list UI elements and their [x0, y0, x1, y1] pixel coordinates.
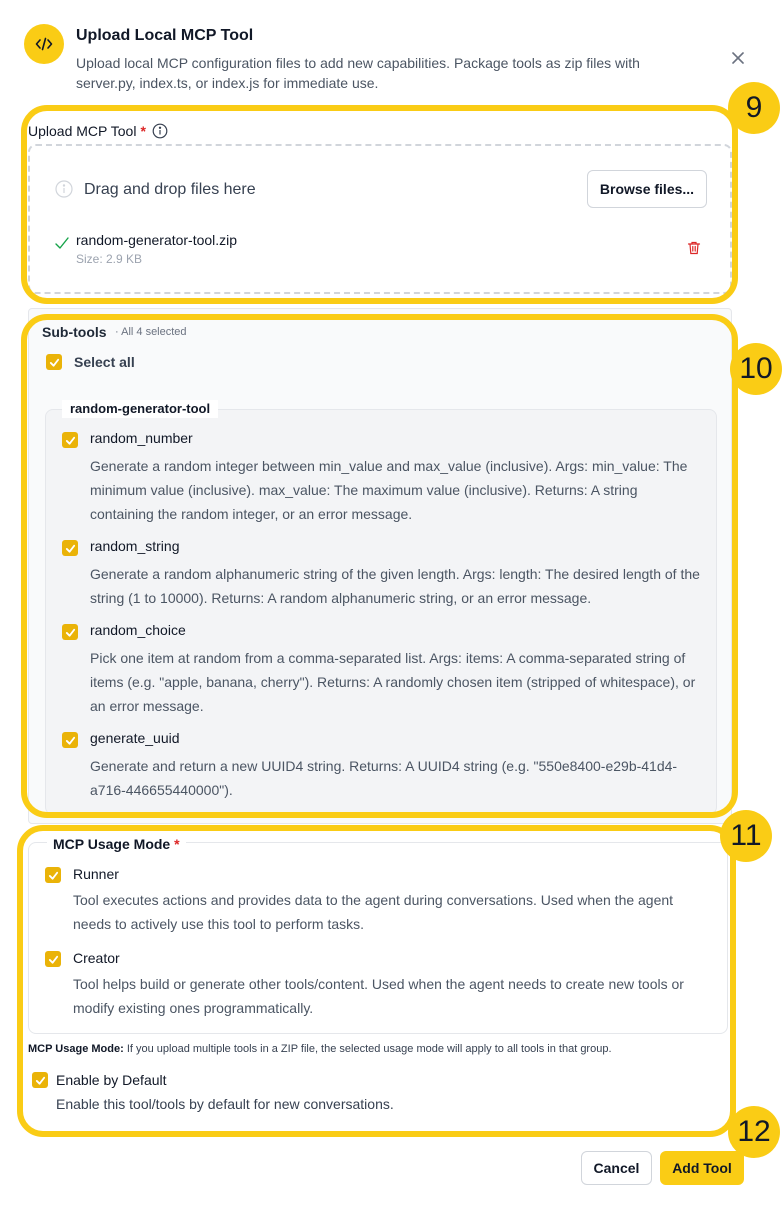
tool-description: Generate and return a new UUID4 string. Returns: A UUID4 string (e.g. "550e8400-e29b-41d4-a716-446655440000").: [90, 758, 678, 798]
mode-name[interactable]: Runner: [73, 866, 119, 882]
file-dropzone[interactable]: [28, 144, 732, 294]
tool-name[interactable]: random_number: [90, 430, 193, 446]
info-icon[interactable]: [152, 123, 168, 139]
tool-name[interactable]: generate_uuid: [90, 730, 180, 746]
subtools-panel: [28, 308, 732, 824]
tool-name[interactable]: random_string: [90, 538, 180, 554]
dialog-title: Upload Local MCP Tool: [76, 27, 254, 44]
mode-name[interactable]: Creator: [73, 950, 120, 966]
runner-checkbox[interactable]: [45, 867, 61, 883]
upload-label: [28, 123, 168, 139]
check-icon: [54, 235, 70, 251]
subtools-title: Sub-tools: [42, 324, 107, 340]
usage-note-label: MCP Usage Mode:: [28, 1043, 124, 1055]
add-tool-button[interactable]: Add Tool: [660, 1151, 744, 1185]
tool-checkbox[interactable]: [62, 432, 78, 448]
tool-description: Generate a random integer between min_value and max_value (inclusive). Args: min_value: The minimum value (inclusive). max_value: The maximum value (inclusive). Returns: A string containing the random integer, or an error message.: [90, 458, 688, 522]
usage-mode-note: [28, 1043, 612, 1055]
callout-badge: 10: [730, 343, 782, 395]
enable-default-label[interactable]: Enable by Default: [56, 1072, 167, 1088]
upload-label-text: Upload MCP Tool: [28, 123, 137, 139]
info-icon: [55, 180, 73, 198]
tool-group: [45, 401, 717, 815]
file-size: Size: 2.9 KB: [76, 252, 143, 266]
required-mark: *: [174, 836, 180, 852]
trash-icon[interactable]: [686, 240, 702, 256]
cancel-button[interactable]: Cancel: [581, 1151, 652, 1185]
tool-checkbox[interactable]: [62, 624, 78, 640]
usage-mode-title: [47, 836, 186, 852]
callout-badge: 12: [728, 1106, 780, 1158]
mode-description: Tool helps build or generate other tools/content. Used when the agent needs to create new tools or modify existing ones programmatically.: [73, 976, 684, 1016]
select-all-label[interactable]: Select all: [74, 354, 135, 370]
close-icon[interactable]: [726, 48, 750, 68]
mode-description: Tool executes actions and provides data to the agent during conversations. Used when the agent needs to actively use this tool to perform tasks.: [73, 892, 674, 932]
tool-description: Generate a random alphanumeric string of the given length. Args: length: The desired length of the string (1 to 10000). Returns: A random alphanumeric string, or an error message.: [90, 566, 700, 606]
dropzone-text: Drag and drop files here: [84, 181, 256, 198]
browse-files-button[interactable]: Browse files...: [587, 170, 707, 208]
tool-name[interactable]: random_choice: [90, 622, 186, 638]
usage-mode-panel: [28, 836, 728, 1034]
subtools-count: · All 4 selected: [115, 326, 187, 338]
tool-checkbox[interactable]: [62, 732, 78, 748]
usage-mode-title-text: MCP Usage Mode: [53, 836, 171, 852]
tool-group-name: random-generator-tool: [62, 400, 218, 418]
dialog-description: Upload local MCP configuration files to add new capabilities. Package tools as zip files with server.py, index.ts, or index.js for immediate use.: [76, 55, 640, 91]
callout-badge: 9: [728, 82, 780, 134]
enable-default-description: Enable this tool/tools by default for new conversations.: [56, 1096, 394, 1112]
select-all-checkbox[interactable]: [46, 354, 62, 370]
tool-checkbox[interactable]: [62, 540, 78, 556]
tool-description: Pick one item at random from a comma-separated list. Args: items: A comma-separated string of items (e.g. "apple, banana, cherry"). Returns: A randomly chosen item (stripped of whitespace), or an error message.: [90, 650, 696, 714]
required-mark: *: [140, 123, 146, 139]
creator-checkbox[interactable]: [45, 951, 61, 967]
callout-badge: 11: [720, 810, 772, 862]
code-icon: [24, 24, 64, 64]
file-name: random-generator-tool.zip: [76, 232, 238, 248]
enable-default-checkbox[interactable]: [32, 1072, 48, 1088]
usage-note-text: If you upload multiple tools in a ZIP file, the selected usage mode will apply to all tools in that group.: [123, 1043, 612, 1055]
